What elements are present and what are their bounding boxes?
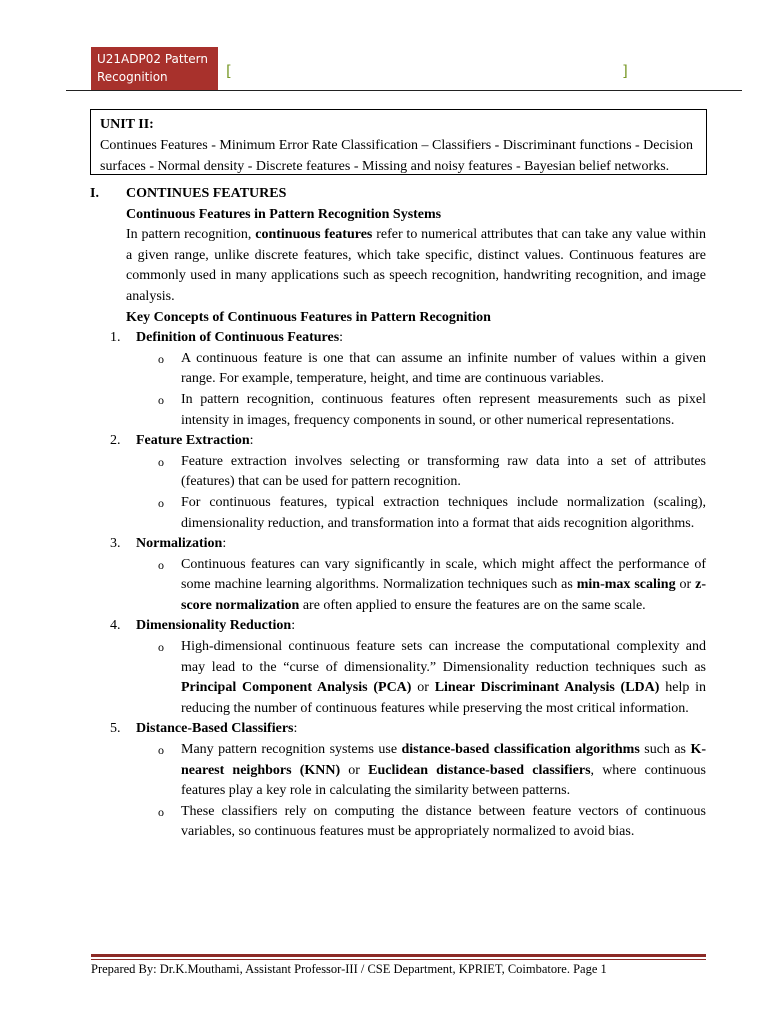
- key-concepts-heading: Key Concepts of Continuous Features in Pattern Recognition: [126, 309, 491, 325]
- list-item: 5. Distance-Based Classifiers:: [110, 721, 298, 737]
- footer-rule-thick: [91, 954, 706, 957]
- section-number: I.: [90, 186, 99, 201]
- bullet-icon: o: [158, 351, 164, 366]
- footer-rule-thin: [91, 959, 706, 960]
- bullet-point: o In pattern recognition, continuous features often represent measurements such as pixel intensity in images, frequency components in sound, or other numerical representations.: [158, 391, 706, 428]
- section-heading: [90, 184, 706, 205]
- list-item: 2. Feature Extraction:: [110, 433, 254, 449]
- bullet-point: o Continuous features can vary significantly in scale, which might affect the performance of some machine learning algorithms. Normalization techniques such as min-max scaling or z-score normalization are often applied to ensure the features are on the same scale.: [158, 556, 706, 613]
- section-title: CONTINUES FEATURES: [126, 186, 287, 201]
- header-bracket-close: ]: [622, 62, 628, 80]
- unit-topics: Continues Features - Minimum Error Rate Classification – Classifiers - Discriminant functions - Decision surfaces - Normal density - Discrete features - Missing and noisy features - Bayesian belief networks.: [100, 138, 693, 174]
- unit-title: UNIT II:: [100, 117, 154, 132]
- bullet-icon: o: [158, 454, 164, 469]
- page-footer: Prepared By: Dr.K.Mouthami, Assistant Professor-III / CSE Department, KPRIET, Coimbatore. Page 1: [91, 962, 607, 976]
- bullet-icon: o: [158, 640, 164, 655]
- bullet-point: o These classifiers rely on computing the distance between feature vectors of continuous variables, so continuous features must be appropriately normalized to avoid bias.: [158, 803, 706, 840]
- header-rule: [66, 90, 742, 91]
- unit-syllabus-box: [90, 109, 707, 175]
- course-header-tag: U21ADP02 Pattern Recognition: [91, 47, 218, 91]
- list-item: 4. Dimensionality Reduction:: [110, 618, 296, 634]
- section-subtitle: Continuous Features in Pattern Recognition Systems: [126, 206, 442, 222]
- document-body: [90, 184, 706, 843]
- list-item: 3. Normalization:: [110, 536, 227, 552]
- bullet-point: o Many pattern recognition systems use distance-based classification algorithms such as K-nearest neighbors (KNN) or Euclidean distance-based classifiers, where continuous features play a key role in calculating the similarity between patterns.: [158, 742, 707, 799]
- bullet-icon: o: [158, 804, 164, 819]
- bullet-point: o High-dimensional continuous feature sets can increase the computational complexity and may lead to the “curse of dimensionality.” Dimensionality reduction techniques such as Principal Component Analysis (PCA) or Linear Discriminant Analysis (LDA) help in reducing the number of continuous features while preserving the most critical information.: [158, 639, 706, 716]
- bullet-point: o For continuous features, typical extraction techniques include normalization (scaling), dimensionality reduction, and transformation into a format that aids recognition algorithms.: [158, 494, 706, 531]
- intro-paragraph: In pattern recognition, continuous features refer to numerical attributes that can take any value within a given range, unlike discrete features, which take specific, distinct values. Continuous features are commonly used in many applications such as speech recognition, handwriting recognition, and image analysis.: [126, 227, 706, 304]
- header-bracket-open: [: [226, 62, 232, 80]
- bullet-point: o Feature extraction involves selecting or transforming raw data into a set of attributes (features) that can be used for pattern recognition.: [158, 453, 706, 490]
- bullet-icon: o: [158, 743, 164, 758]
- bullet-icon: o: [158, 392, 164, 407]
- list-item: 1. Definition of Continuous Features:: [110, 330, 344, 346]
- bullet-icon: o: [158, 495, 164, 510]
- bullet-icon: o: [158, 557, 164, 572]
- bullet-point: o A continuous feature is one that can assume an infinite number of values within a given range. For example, temperature, height, and time are continuous variables.: [158, 350, 706, 387]
